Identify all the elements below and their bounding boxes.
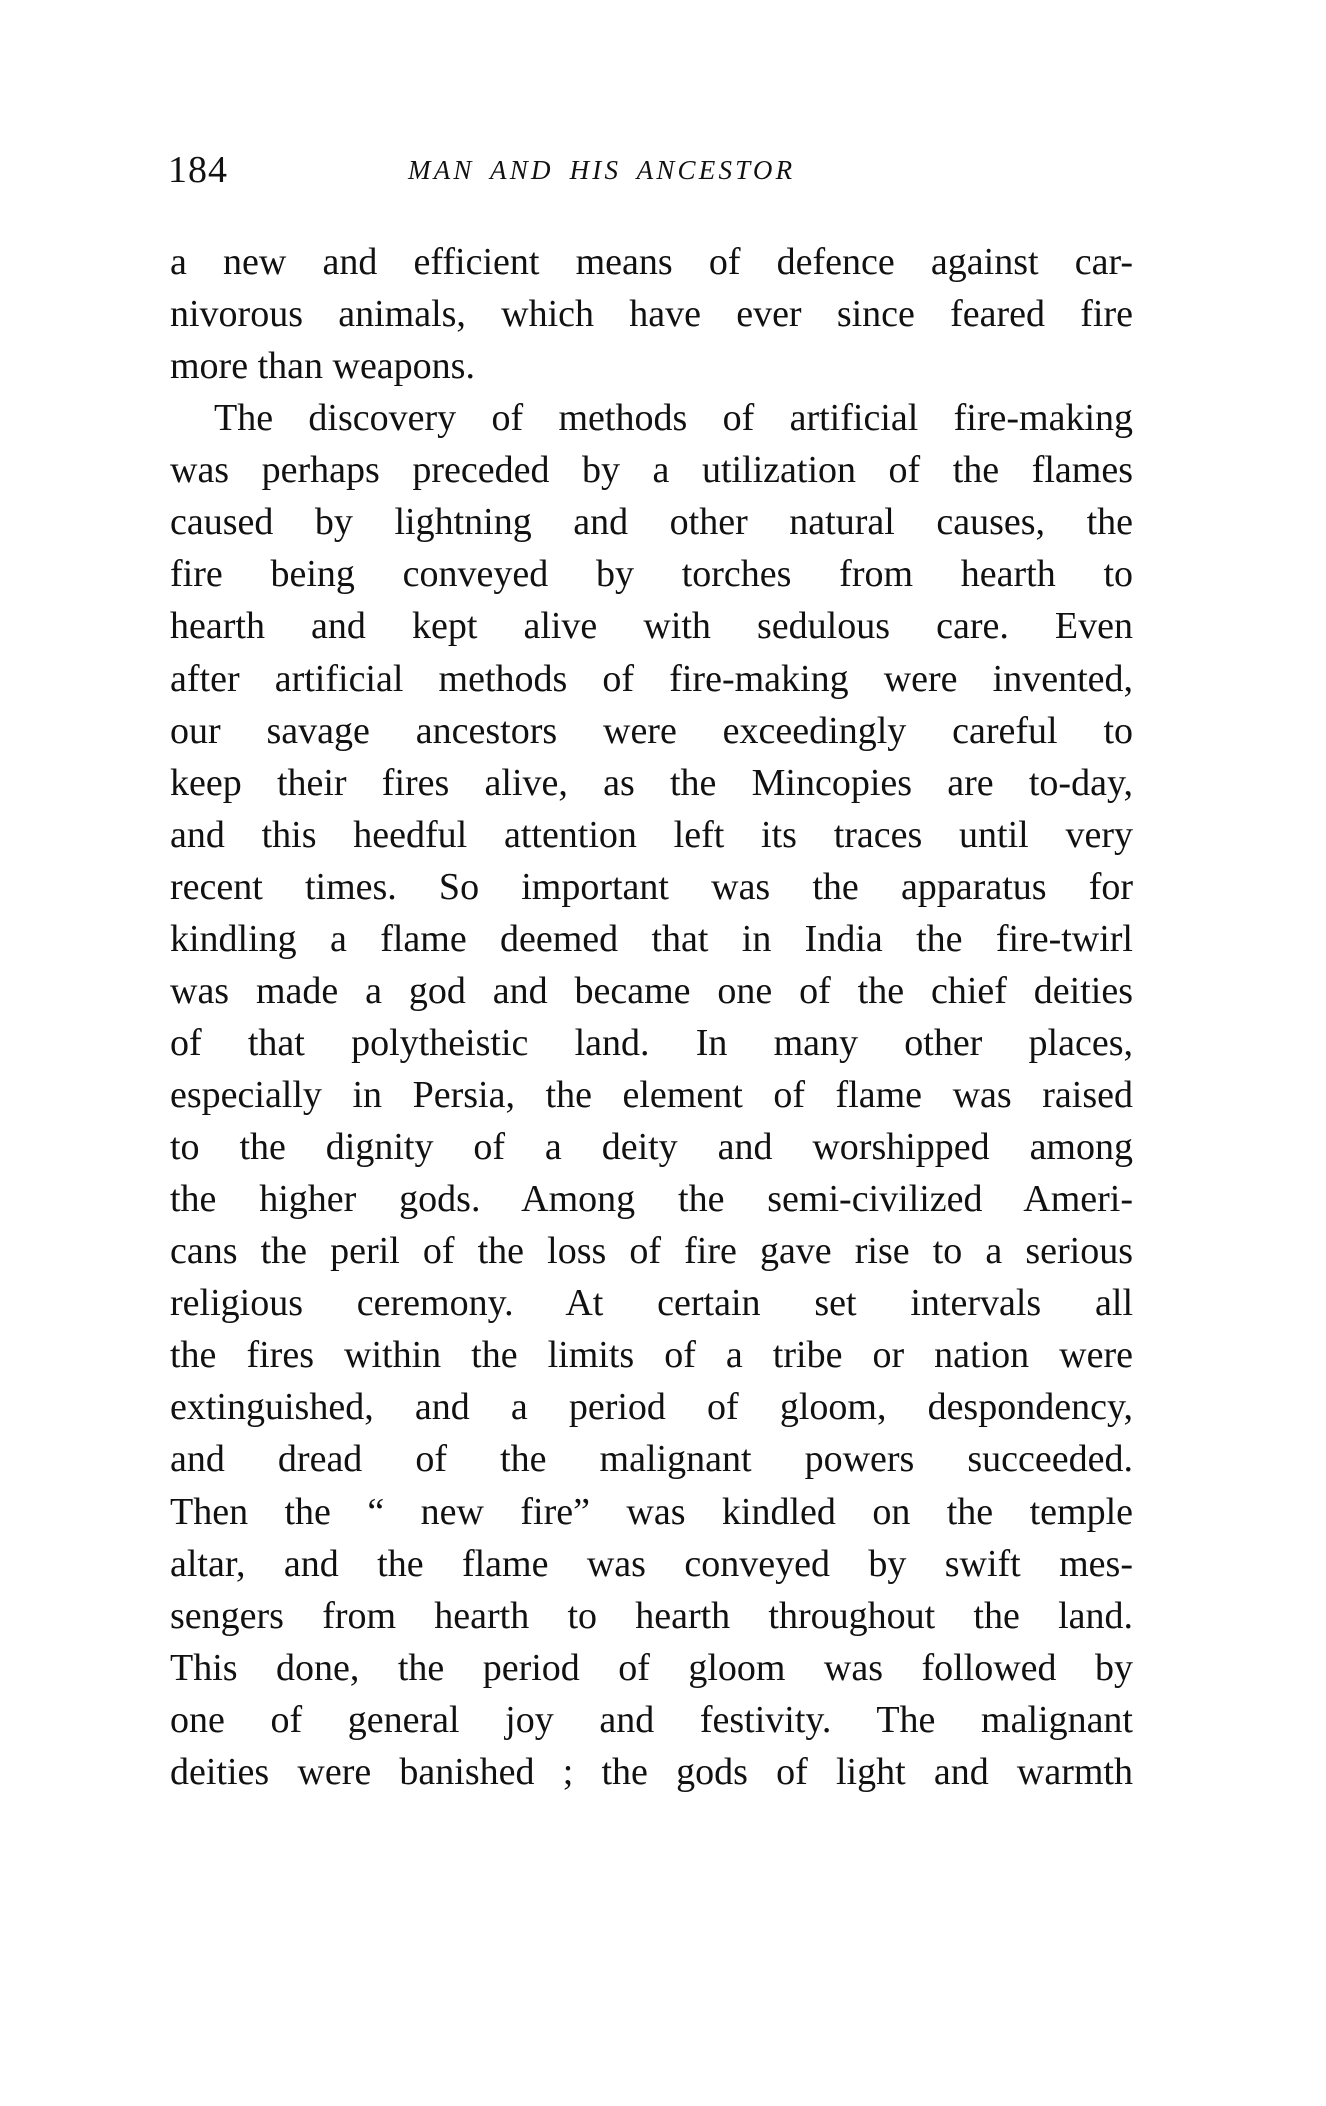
text-line: hearth and kept alive with sedulous care. Even — [170, 605, 1133, 648]
text-line: keep their fires alive, as the Mincopies are to-day, — [170, 761, 1133, 804]
text-line: the fires within the limits of a tribe or nation were — [170, 1334, 1133, 1377]
text-line: to the dignity of a deity and worshipped among — [170, 1126, 1133, 1169]
text-line: sengers from hearth to hearth throughout the land. — [170, 1594, 1133, 1637]
text-line: fire being conveyed by torches from hearth to — [170, 553, 1133, 596]
text-line: Then the “ new fire” was kindled on the temple — [170, 1490, 1133, 1533]
text-line: nivorous animals, which have ever since feared fire — [170, 293, 1133, 336]
text-line: especially in Persia, the element of flame was raised — [170, 1074, 1133, 1116]
text-line: of that polytheistic land. In many other places, — [170, 1021, 1133, 1064]
text-line: This done, the period of gloom was followed by — [170, 1646, 1133, 1689]
text-line: extinguished, and a period of gloom, despondency, — [170, 1386, 1133, 1429]
text-line: our savage ancestors were exceedingly careful to — [170, 709, 1133, 752]
text-line: a new and efficient means of defence against car- — [170, 241, 1133, 283]
text-line: one of general joy and festivity. The malignant — [170, 1698, 1133, 1741]
running-title: MAN AND HIS ANCESTOR — [408, 155, 796, 185]
text-line: was perhaps preceded by a utilization of the flames — [170, 449, 1133, 492]
text-line: and this heedful attention left its traces until very — [170, 813, 1133, 856]
text-line: after artificial methods of fire-making were invented, — [170, 657, 1133, 700]
text-line: was made a god and became one of the chief deities — [170, 969, 1133, 1012]
text-line: altar, and the flame was conveyed by swift mes- — [170, 1542, 1133, 1585]
page-number: 184 — [168, 149, 228, 191]
text-line: and dread of the malignant powers succeeded. — [170, 1438, 1133, 1481]
text-line: religious ceremony. At certain set intervals all — [170, 1282, 1133, 1325]
text-line: kindling a flame deemed that in India the fire-twirl — [170, 917, 1133, 960]
body-text — [170, 236, 1133, 1798]
paragraph-first-line: The discovery of methods of artificial fire-making — [214, 397, 1133, 440]
running-head — [168, 148, 1133, 192]
text-line: the higher gods. Among the semi-civilized Ameri- — [170, 1178, 1133, 1221]
text-line: more than weapons. — [170, 345, 475, 388]
text-line: deities were banished ; the gods of light and warmth — [170, 1750, 1133, 1793]
text-line: cans the peril of the loss of fire gave rise to a serious — [170, 1230, 1133, 1273]
text-line: caused by lightning and other natural causes, the — [170, 501, 1133, 544]
text-line: recent times. So important was the apparatus for — [170, 865, 1133, 908]
